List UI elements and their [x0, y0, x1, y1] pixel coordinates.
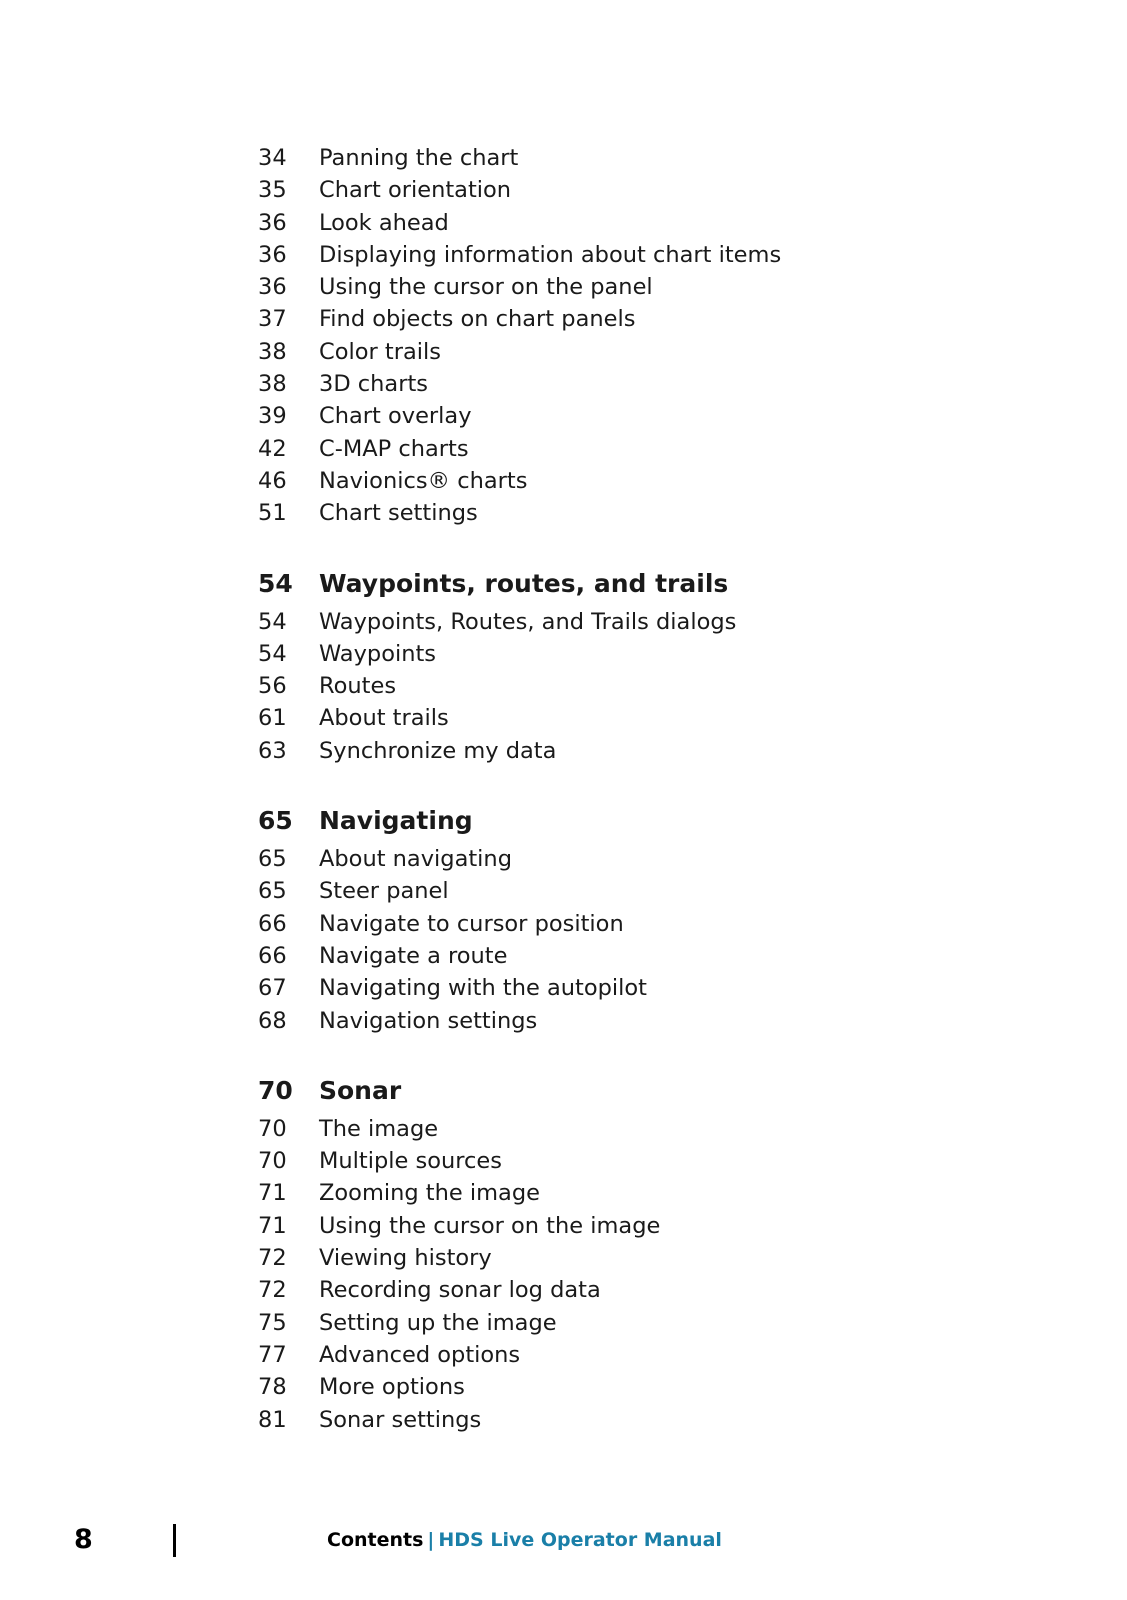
toc-entry[interactable] [258, 1005, 1018, 1037]
footer-divider [173, 1524, 176, 1557]
toc-section-waypoints [258, 564, 1018, 767]
toc-entry-title: C-MAP charts [319, 435, 469, 462]
toc-heading-page: 54 [258, 568, 293, 598]
toc-entry[interactable] [258, 368, 1018, 400]
toc-entry[interactable] [258, 908, 1018, 940]
toc-entry-title: The image [319, 1115, 439, 1142]
toc-entry[interactable] [258, 1113, 1018, 1145]
toc-entry[interactable] [258, 702, 1018, 734]
toc-entry-page: 35 [258, 177, 287, 204]
toc-entry[interactable] [258, 400, 1018, 432]
toc-entry[interactable] [258, 433, 1018, 465]
toc-entry-title: Color trails [319, 338, 441, 365]
toc-entry[interactable] [258, 465, 1018, 497]
toc-entry[interactable] [258, 142, 1018, 174]
toc-entry-page: 54 [258, 640, 287, 667]
toc-entry[interactable] [258, 336, 1018, 368]
toc-entry[interactable] [258, 303, 1018, 335]
toc-entry-page: 56 [258, 673, 287, 700]
toc-entry-page: 36 [258, 241, 287, 268]
toc-entry[interactable] [258, 1274, 1018, 1306]
toc-entry-title: Waypoints, Routes, and Trails dialogs [319, 608, 737, 635]
footer-section-label: Contents [327, 1529, 424, 1551]
toc-entry-page: 46 [258, 467, 287, 494]
toc-entry-page: 38 [258, 338, 287, 365]
toc-entry-page: 66 [258, 942, 287, 969]
toc-heading-page: 70 [258, 1075, 293, 1105]
toc-entry-title: Chart settings [319, 500, 478, 527]
toc-entry-title: Using the cursor on the panel [319, 274, 653, 301]
toc-entry[interactable] [258, 875, 1018, 907]
toc-entry[interactable] [258, 174, 1018, 206]
toc-entry-page: 67 [258, 975, 287, 1002]
toc-entry-title: Chart orientation [319, 177, 512, 204]
toc-entry[interactable] [258, 670, 1018, 702]
toc-entry-title: More options [319, 1374, 465, 1401]
toc-section-sonar [258, 1071, 1018, 1436]
toc-entry[interactable] [258, 1339, 1018, 1371]
toc-section-heading[interactable] [258, 801, 1018, 841]
toc-entry-title: About trails [319, 705, 449, 732]
toc-entry-page: 36 [258, 274, 287, 301]
toc-entry[interactable] [258, 606, 1018, 638]
toc-entry[interactable] [258, 497, 1018, 529]
toc-entry-title: Viewing history [319, 1245, 492, 1272]
toc-entry-title: Routes [319, 673, 397, 700]
toc-entry-title: Navionics® charts [319, 467, 528, 494]
toc-entry[interactable] [258, 239, 1018, 271]
toc-entry-page: 72 [258, 1245, 287, 1272]
toc-entry-title: Panning the chart [319, 145, 519, 171]
toc-entry-page: 70 [258, 1115, 287, 1142]
page-footer [0, 1520, 1127, 1560]
toc-entry[interactable] [258, 1210, 1018, 1242]
footer-manual-title: HDS Live Operator Manual [438, 1529, 722, 1551]
toc-entry[interactable] [258, 638, 1018, 670]
toc-entry[interactable] [258, 1177, 1018, 1209]
toc-entry[interactable] [258, 1242, 1018, 1274]
toc-entry-title: 3D charts [319, 371, 429, 398]
toc-entry-page: 36 [258, 209, 287, 236]
toc-entry-page: 37 [258, 306, 287, 333]
toc-entry[interactable] [258, 972, 1018, 1004]
toc-entry-page: 72 [258, 1277, 287, 1304]
toc-entry-page: 54 [258, 608, 287, 635]
toc-entry-page: 78 [258, 1374, 287, 1401]
toc-entry-title: About navigating [319, 846, 512, 873]
toc-entry[interactable] [258, 1404, 1018, 1436]
toc-entry-title: Displaying information about chart items [319, 241, 782, 268]
toc-entry-title: Synchronize my data [319, 737, 557, 764]
toc-entry-title: Sonar settings [319, 1406, 482, 1433]
toc-entry[interactable] [258, 1371, 1018, 1403]
toc-entry-page: 39 [258, 403, 287, 430]
toc-entry-page: 65 [258, 878, 287, 905]
toc-entry-title: Look ahead [319, 209, 449, 236]
footer-separator: | [427, 1529, 435, 1551]
toc-heading-title: Waypoints, routes, and trails [319, 568, 729, 598]
toc-entry-page: 65 [258, 846, 287, 873]
toc-entry-title: Steer panel [319, 878, 449, 905]
toc-entry-title: Zooming the image [319, 1180, 540, 1207]
toc-entry[interactable] [258, 1307, 1018, 1339]
toc-section-heading[interactable] [258, 564, 1018, 604]
toc-entry-title: Setting up the image [319, 1309, 557, 1336]
toc-entry-title: Recording sonar log data [319, 1277, 601, 1304]
toc-entry-title: Navigating with the autopilot [319, 975, 647, 1002]
page-number: 8 [74, 1524, 93, 1555]
toc-heading-page: 65 [258, 806, 293, 836]
toc-section-heading[interactable] [258, 1071, 1018, 1111]
toc-entry-title: Chart overlay [319, 403, 472, 430]
toc-entry-page: 70 [258, 1148, 287, 1175]
running-footer [327, 1520, 722, 1560]
toc-heading-title: Sonar [319, 1075, 402, 1105]
toc-entry[interactable] [258, 843, 1018, 875]
toc-entry[interactable] [258, 207, 1018, 239]
table-of-contents [258, 142, 1018, 1436]
toc-entry[interactable] [258, 940, 1018, 972]
toc-entry[interactable] [258, 271, 1018, 303]
toc-entry[interactable] [258, 735, 1018, 767]
toc-entry-page: 71 [258, 1212, 287, 1239]
toc-entry-page: 42 [258, 435, 287, 462]
toc-entry-page: 81 [258, 1406, 287, 1433]
toc-heading-title: Navigating [319, 806, 473, 836]
toc-entry-title: Multiple sources [319, 1148, 502, 1175]
toc-entry-page: 61 [258, 705, 287, 732]
toc-entry-page: 75 [258, 1309, 287, 1336]
toc-entry-page: 71 [258, 1180, 287, 1207]
toc-entry-title: Navigate a route [319, 942, 508, 969]
toc-entry-page: 77 [258, 1341, 287, 1368]
toc-entry-page: 68 [258, 1007, 287, 1034]
toc-entry-page: 51 [258, 500, 287, 527]
toc-entry-title: Waypoints [319, 640, 437, 667]
toc-section-charts [258, 142, 1018, 530]
toc-entry-title: Advanced options [319, 1341, 521, 1368]
toc-entry-title: Find objects on chart panels [319, 306, 636, 333]
toc-entry-title: Navigate to cursor position [319, 910, 624, 937]
toc-entry-page: 34 [258, 145, 287, 171]
toc-entry-title: Navigation settings [319, 1007, 538, 1034]
toc-entry-title: Using the cursor on the image [319, 1212, 661, 1239]
toc-entry[interactable] [258, 1145, 1018, 1177]
toc-entry-page: 38 [258, 371, 287, 398]
toc-entry-page: 63 [258, 737, 287, 764]
toc-entry-page: 66 [258, 910, 287, 937]
toc-section-navigating [258, 801, 1018, 1037]
